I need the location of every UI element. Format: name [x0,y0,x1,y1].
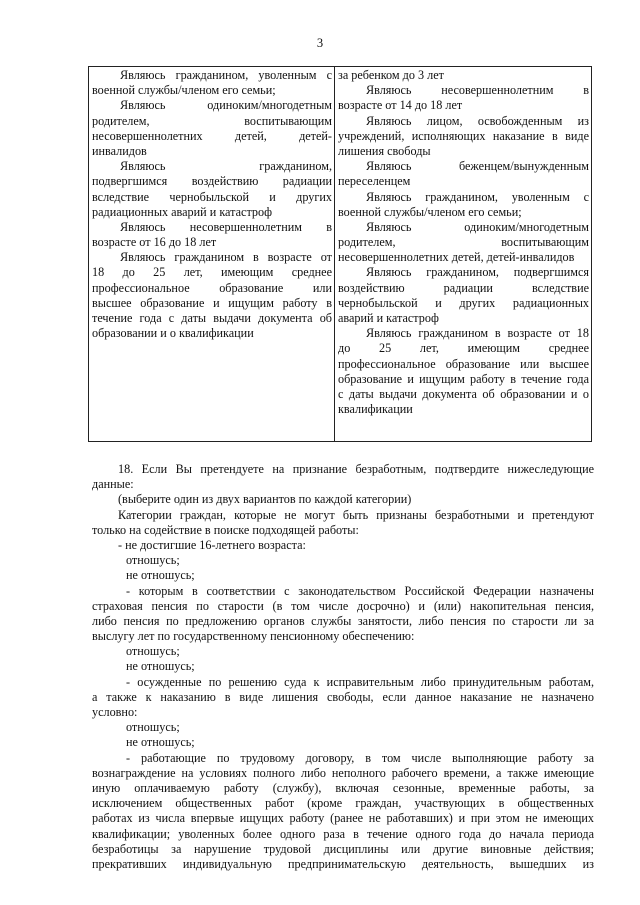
table-left-column [89,67,335,441]
table-right-line: аварий и катастроф [338,311,439,325]
table-left-line: подвергшимся воздействию радиации [92,174,332,189]
page-number: 3 [316,36,324,50]
table-right-line: родителем, воспитывающим [338,235,589,250]
body-text-line: - работающие по трудовому договору, в том числе выполняющие работу за [126,750,594,765]
table-left-line: течение года с даты выдачи документа об [92,311,332,325]
table-right-line: возрасте от 14 до 18 лет [338,98,463,113]
table-left-line: Являюсь гражданином, уволенным с [120,68,332,82]
table-right-line: Являюсь гражданином, уволенным с [366,189,589,204]
body-text-line: работах из числа впервые ищущих работу (ранее не работавших) и при этом не имеющих [92,811,594,826]
table-right-line: Являюсь несовершеннолетним в [366,83,589,98]
section-18-text [92,462,594,872]
table-right-line: переселенцем [338,174,411,189]
body-text-line: безработицы за нарушение трудовой дисциплины или другие виновные действия; [92,841,594,856]
table-right-column [335,67,591,441]
table-left-line: радиационных аварий и катастроф [92,204,272,219]
table-left-line: несовершеннолетних детей, детей- [92,128,332,143]
table-left-line: возрасте от 16 до 18 лет [92,235,217,250]
table-right-line: с даты выдачи документа об образовании и о [338,386,589,401]
table-right-line: Являюсь беженцем/вынужденным [366,159,589,174]
body-text-line: отношусь; [126,553,180,568]
body-text-line: - которым в соответствии с законодательством Российской Федерации назначены [126,583,594,598]
table-left-line: Являюсь гражданином, [120,159,332,174]
table-right-line: несовершеннолетних детей, детей-инвалидов [338,250,575,265]
table-right-line: Являюсь гражданином, подвергшимся [366,265,589,280]
table-left-line: военной службы/членом его семьи; [92,83,276,98]
body-text-line: - осужденные по решению суда к исправительным либо принудительным работам, [126,674,594,689]
table-right-line: квалификации [338,402,413,417]
table-right-line: воздействию радиации вследствие [338,280,589,295]
body-text-line: - не достигшие 16-летнего возраста: [118,537,306,552]
table-left-line: Являюсь одиноким/многодетным [120,98,332,113]
body-text-line: не отношусь; [126,735,195,750]
body-text-line: 18. Если Вы претендуете на признание безработным, подтвердите нижеследующие [118,462,594,476]
body-text-line: (выберите один из двух вариантов по каждой категории) [118,492,412,507]
table-left-line: профессиональное образование или [92,280,332,295]
table-right-line: Являюсь одиноким/многодетным [366,219,589,234]
body-text-line: страховая пенсия по старости (в том числе досрочно) и (или) накопительная пенсия, [92,598,594,613]
table-right-line: военной службы/членом его семьи; [338,204,522,219]
table-right-line: за ребенком до 3 лет [338,68,444,82]
table-left-line: инвалидов [92,143,147,158]
body-text-line: либо пенсия по предложению органов службы занятости, либо пенсия по старости ли за [92,613,594,628]
table-right-line: до 25 лет, имеющим среднее [338,341,589,356]
table-left-line: родителем, воспитывающим [92,113,332,128]
body-text-line: иную оплачиваемую работу (службу), включая сезонные, временные работы, за [92,780,594,795]
table-left-line: Являюсь несовершеннолетним в [120,219,332,234]
body-text-line: квалификации; уволенных более одного раза в течение одного года до начала периода [92,826,594,841]
table-left-line: высшее образование и ищущим работу в [92,295,332,310]
table-left-line: 18 до 25 лет, имеющим среднее [92,265,332,280]
body-text-line: данные: [92,477,134,492]
table-right-line: образование и ищущим работу в течение года [338,371,589,386]
body-text-line: а также к наказанию в виде лишения свободы, если данное наказание не назначено [92,689,594,704]
table-left-line: Являюсь гражданином в возрасте от [120,250,332,265]
table-right-line: Являюсь лицом, освобожденным из [366,113,589,128]
body-text-line: вознаграждение на условиях полного либо неполного рабочего времени, а также имеющие [92,765,594,780]
body-text-line: исключением общественных работ (кроме граждан, участвующих в общественных [92,796,594,811]
body-text-line: не отношусь; [126,659,195,674]
category-table [88,66,592,442]
table-right-line: чернобыльской и других радиационных [338,295,589,310]
body-text-line: прекративших индивидуальную предпринимательскую деятельность, вышедших из [92,856,594,871]
body-text-line: не отношусь; [126,568,195,583]
body-text-line: отношусь; [126,720,180,735]
body-text-line: условно: [92,705,138,719]
table-left-line: вследствие чернобыльской и других [92,189,332,204]
table-left-line: образовании и о квалификации [92,326,254,341]
body-text-line: только на содействие в поиске подходящей работы: [92,522,359,537]
table-right-line: профессиональное образование или высшее [338,356,589,371]
body-text-line: выслугу лет по государственному пенсионному обеспечению: [92,629,415,644]
table-right-line: учреждений, исполняющих наказание в виде [338,128,589,143]
table-right-line: Являюсь гражданином в возрасте от 18 [366,326,589,341]
body-text-line: Категории граждан, которые не могут быть признаны безработными и претендуют [118,507,594,522]
table-right-line: лишения свободы [338,143,431,158]
body-text-line: отношусь; [126,644,180,659]
